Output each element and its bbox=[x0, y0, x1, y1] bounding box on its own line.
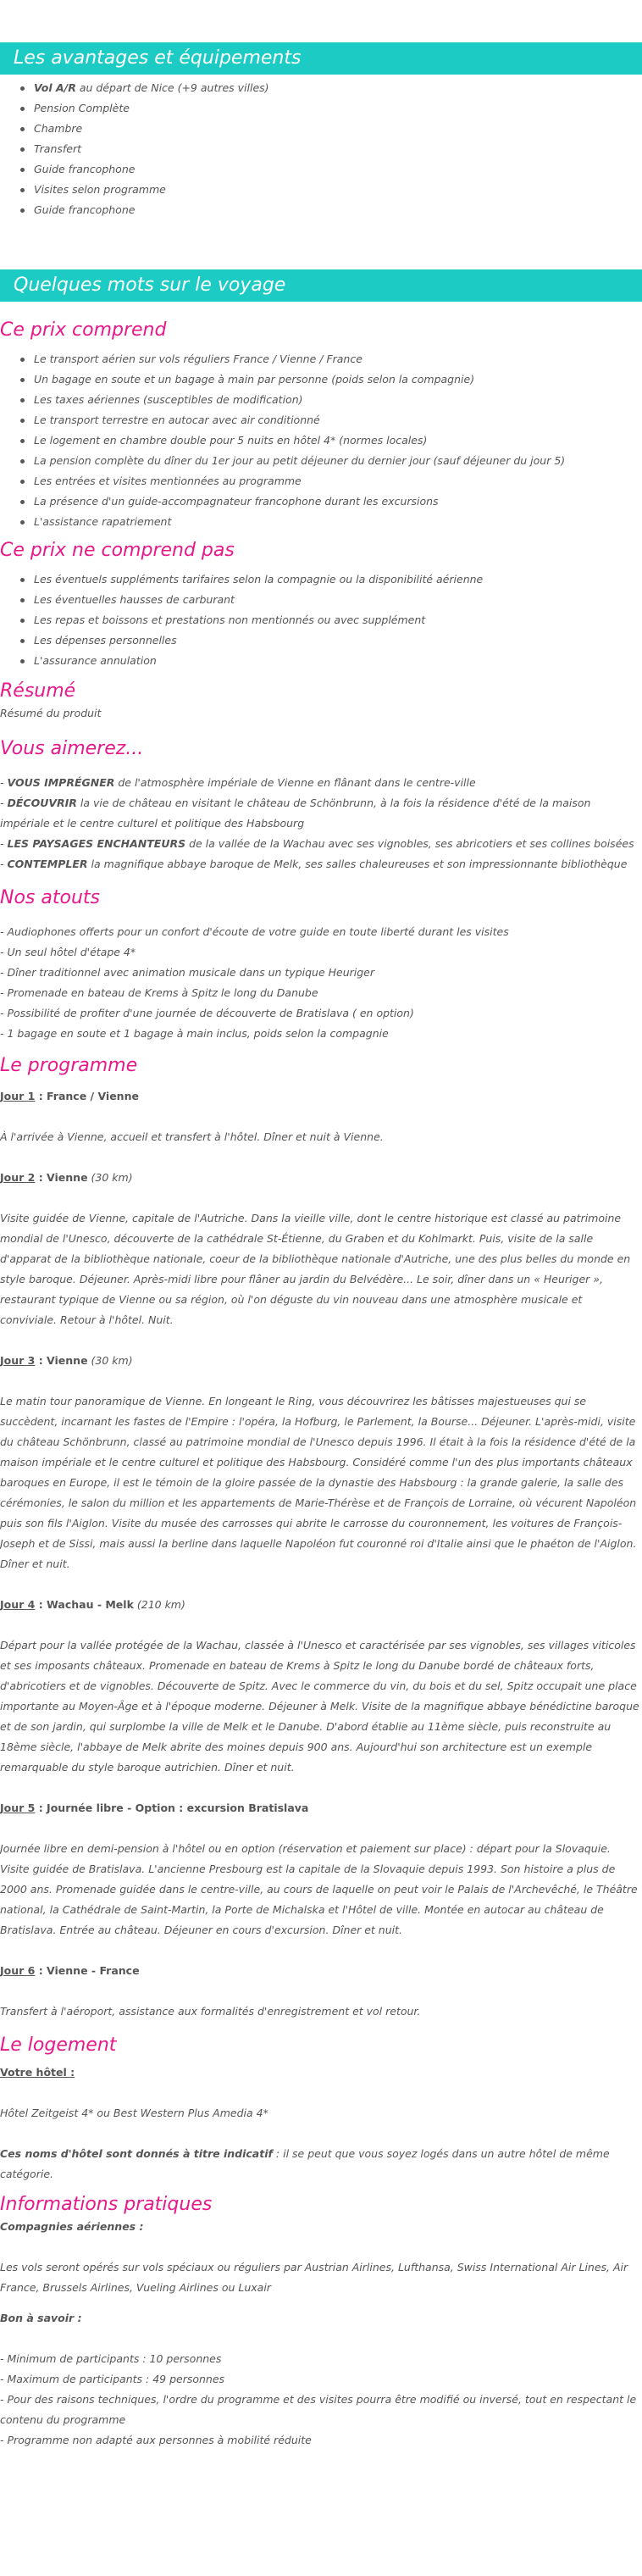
list-item: Chambre bbox=[34, 119, 642, 139]
list-item: Le logement en chambre double pour 5 nuits en hôtel 4* (normes locales) bbox=[34, 430, 642, 451]
list-item: Les éventuelles hausses de carburant bbox=[34, 590, 642, 610]
day-label: Jour 3 bbox=[0, 1354, 36, 1367]
list-item bbox=[0, 793, 642, 834]
list-item: Les éventuels suppléments tarifaires selon la compagnie ou la disponibilité aérienne bbox=[34, 569, 642, 590]
list-item: - 1 bagage en soute et 1 bagage à main inclus, poids selon la compagnie bbox=[0, 1027, 389, 1040]
list-item bbox=[34, 78, 642, 98]
day-heading bbox=[0, 1086, 642, 1107]
list-item: - Promenade en bateau de Krems à Spitz le long du Danube bbox=[0, 986, 318, 999]
voyage-banner: Quelques mots sur le voyage bbox=[0, 269, 642, 302]
day-title: : France / Vienne bbox=[35, 1090, 139, 1102]
page bbox=[0, 42, 642, 2451]
day-distance: (210 km) bbox=[133, 1598, 185, 1611]
line-text: la magnifique abbaye baroque de Melk, ses salles chaleureuses et son impressionnante bibliothèque bbox=[87, 858, 628, 870]
list-item: - Pour des raisons techniques, l'ordre du programme et des visites pourra être modifié ou inversé, tout en respectant le contenu du programme bbox=[0, 2393, 637, 2426]
hotel-label: Votre hôtel : bbox=[0, 2066, 75, 2079]
day-distance: (30 km) bbox=[87, 1354, 133, 1367]
list-item: La présence d'un guide-accompagnateur francophone durant les excursions bbox=[34, 491, 642, 512]
list-item: - Maximum de participants : 49 personnes bbox=[0, 2373, 225, 2385]
comprend-list bbox=[0, 349, 642, 532]
atouts-heading: Nos atouts bbox=[0, 887, 100, 908]
day-text: Visite guidée de Vienne, capitale de l'Autriche. Dans la vieille ville, dont le centre historique est classé au patrimoine mondial de l'Unesco, découverte de la cathédrale St-Étienne, du Graben et du Kohlmarkt. Puis, visite de la salle d'apparat de la bibliothèque nationale, coeur de la bibliothèque nationale d'Autriche, une des plus belles du monde en style baroque. Déjeuner. Après-midi libre pour flâner au jardin du Belvédère... Le soir, dîner dans un « Heuriger », restaurant typique de Vienne ou sa région, où l'on déguste du vin nouveau dans une atmosphère musicale et conviviale. Retour à l'hôtel. Nuit. bbox=[0, 1212, 631, 1326]
line-bold: CONTEMPLER bbox=[7, 858, 88, 870]
airlines-text: Les vols seront opérés sur vols spéciaux ou réguliers par Austrian Airlines, Lufthansa, Swiss International Air Lines, Air France, Brussels Airlines, Vueling Airlines ou Luxair bbox=[0, 2261, 628, 2294]
list-item: Pension Complète bbox=[34, 98, 642, 119]
list-item: - Dîner traditionnel avec animation musicale dans un typique Heuriger bbox=[0, 966, 375, 979]
line-prefix: - bbox=[0, 797, 8, 809]
day-heading bbox=[0, 1595, 642, 1615]
infos-heading: Informations pratiques bbox=[0, 2194, 213, 2215]
line-bold: LES PAYSAGES ENCHANTEURS bbox=[7, 837, 186, 850]
hotel-note-bold: Ces noms d'hôtel sont donnés à titre indicatif bbox=[0, 2147, 273, 2160]
logement-heading: Le logement bbox=[0, 2035, 117, 2056]
list-item: Le transport terrestre en autocar avec air conditionné bbox=[34, 410, 642, 430]
day-text: À l'arrivée à Vienne, accueil et transfert à l'hôtel. Dîner et nuit à Vienne. bbox=[0, 1130, 384, 1143]
aimerez-list bbox=[0, 773, 642, 874]
list-item: Transfert bbox=[34, 139, 642, 159]
list-item: Les dépenses personnelles bbox=[34, 630, 642, 651]
day-title: : Vienne - France bbox=[35, 1964, 140, 1977]
equipements-banner: Les avantages et équipements bbox=[0, 42, 642, 75]
list-item: Visites selon programme bbox=[34, 180, 642, 200]
vol-label: Vol A/R bbox=[34, 81, 76, 94]
list-item: Guide francophone bbox=[34, 159, 642, 180]
line-text: de la vallée de la Wachau avec ses vignobles, ses abricotiers et ses collines boisées bbox=[185, 837, 634, 850]
list-item: Le transport aérien sur vols réguliers France / Vienne / France bbox=[34, 349, 642, 369]
atouts-list bbox=[0, 922, 642, 1044]
day-heading bbox=[0, 1351, 642, 1371]
list-item: - Audiophones offerts pour un confort d'écoute de votre guide en toute liberté durant les visites bbox=[0, 925, 509, 938]
line-prefix: - bbox=[0, 837, 8, 850]
line-text: de l'atmosphère impériale de Vienne en flânant dans le centre-ville bbox=[114, 776, 476, 789]
day-title: : Wachau - Melk bbox=[35, 1598, 134, 1611]
day-label: Jour 2 bbox=[0, 1171, 36, 1184]
vol-text: au départ de Nice (+9 autres villes) bbox=[75, 81, 269, 94]
hotel-text: Hôtel Zeitgeist 4* ou Best Western Plus Amedia 4* bbox=[0, 2107, 268, 2119]
list-item: Les repas et boissons et prestations non mentionnés ou avec supplément bbox=[34, 610, 642, 630]
day-heading bbox=[0, 1798, 642, 1818]
list-item bbox=[0, 854, 642, 874]
list-item: - Minimum de participants : 10 personnes bbox=[0, 2352, 222, 2365]
savoir-label: Bon à savoir : bbox=[0, 2312, 82, 2324]
programme-days bbox=[0, 1086, 642, 2022]
list-item: La pension complète du dîner du 1er jour au petit déjeuner du dernier jour (sauf déjeuner du jour 5) bbox=[34, 451, 642, 471]
line-prefix: - bbox=[0, 858, 8, 870]
list-item: Les taxes aériennes (susceptibles de modification) bbox=[34, 390, 642, 410]
day-heading bbox=[0, 1961, 642, 1981]
list-item: Guide francophone bbox=[34, 200, 642, 220]
day-title: : Journée libre - Option : excursion Bratislava bbox=[35, 1802, 309, 1814]
list-item: - Possibilité de profiter d'une journée de découverte de Bratislava ( en option) bbox=[0, 1007, 414, 1019]
hotel-note-text: : il se peut que vous soyez logés dans un autre hôtel de même catégorie. bbox=[0, 2147, 610, 2180]
savoir-list bbox=[0, 2349, 642, 2451]
day-label: Jour 1 bbox=[0, 1090, 36, 1102]
list-item: L'assurance annulation bbox=[34, 651, 642, 671]
day-title: : Vienne bbox=[35, 1354, 88, 1367]
day-text: Le matin tour panoramique de Vienne. En longeant le Ring, vous découvrirez les bâtisses majestueuses qui se succèdent, incarnant les fastes de l'Empire : l'opéra, la Hofburg, le Parlement, la Bourse... Déjeuner. L'après-midi, visite du château Schönbrunn, classé au patrimoine mondial de l'Unesco depuis 1996. Il était à la fois la résidence d'été de la maison impériale et le centre culturel et politique des Habsbourg. Considéré comme l'un des plus importants châteaux baroques en Europe, il est le témoin de la gloire passée de la dynastie des Habsbourg : la grande galerie, la salle des cérémonies, le salon du million et les appartements de Marie-Thérèse et de François de Lorraine, où vécurent Napoléon puis son fils l'Aiglon. Visite du musée des carrosses qui abrite le carrosse du couronnement, les voitures de François-Joseph et de Sissi, mais aussi la berline dans laquelle Napoléon fut couronné roi d'Italie ainsi que le phaéton de l'Aiglon. Dîner et nuit. bbox=[0, 1395, 637, 1570]
list-item: - Programme non adapté aux personnes à mobilité réduite bbox=[0, 2434, 312, 2446]
day-label: Jour 4 bbox=[0, 1598, 36, 1611]
line-bold: VOUS IMPRÉGNER bbox=[7, 776, 115, 789]
comprend-heading: Ce prix comprend bbox=[0, 319, 167, 341]
day-title: : Vienne bbox=[35, 1171, 88, 1184]
list-item bbox=[0, 773, 642, 793]
day-label: Jour 6 bbox=[0, 1964, 36, 1977]
line-text: la vie de château en visitant le château de Schönbrunn, à la fois la résidence d'été de la maison impériale et le centre culturel et politique des Habsbourg bbox=[0, 797, 591, 830]
day-heading bbox=[0, 1168, 642, 1188]
line-bold: DÉCOUVRIR bbox=[7, 797, 77, 809]
hotel-note bbox=[0, 2144, 642, 2185]
equipements-list bbox=[0, 78, 642, 220]
day-label: Jour 5 bbox=[0, 1802, 36, 1814]
line-prefix: - bbox=[0, 776, 8, 789]
day-text: Journée libre en demi-pension à l'hôtel ou en option (réservation et paiement sur place) : départ pour la Slovaquie. Visite guidée de Bratislava. L'ancienne Presbourg est la capitale de la Slovaquie depuis 1993. Son histoire a plus de 2000 ans. Promenade guidée dans le centre-ville, au cours de laquelle on peut voir le Palais de l'Archevêché, le Théâtre national, la Cathédrale de Saint-Martin, la Porte de Michalska et l'Hôtel de ville. Montée en autocar au château de Bratislava. Entrée au château. Déjeuner en cours d'excursion. Dîner et nuit. bbox=[0, 1842, 638, 1936]
programme-heading: Le programme bbox=[0, 1055, 138, 1076]
day-distance: (30 km) bbox=[87, 1171, 133, 1184]
resume-heading: Résumé bbox=[0, 680, 76, 702]
ne-comprend-heading: Ce prix ne comprend pas bbox=[0, 540, 235, 561]
list-item: Un bagage en soute et un bagage à main par personne (poids selon la compagnie) bbox=[34, 369, 642, 390]
list-item: Les entrées et visites mentionnées au programme bbox=[34, 471, 642, 491]
list-item: L'assistance rapatriement bbox=[34, 512, 642, 532]
list-item: - Un seul hôtel d'étape 4* bbox=[0, 946, 136, 958]
list-item bbox=[0, 834, 642, 854]
airlines-label: Compagnies aériennes : bbox=[0, 2220, 144, 2233]
day-text: Transfert à l'aéroport, assistance aux formalités d'enregistrement et vol retour. bbox=[0, 2005, 421, 2018]
ne-comprend-list bbox=[0, 569, 642, 671]
day-text: Départ pour la vallée protégée de la Wachau, classée à l'Unesco et caractérisée par ses vignobles, ses villages viticoles et ses imposants châteaux. Promenade en bateau de Krems à Spitz le long du Danube bordé de châteaux forts, d'abricotiers et de vignobles. Découverte de Spitz. Avec le commerce du vin, du bois et du sel, Spitz occupait une place importante au Moyen-Âge et à l'époque moderne. Déjeuner à Melk. Visite de la magnifique abbaye bénédictine baroque et de son jardin, qui surplombe la ville de Melk et le Danube. D'abord établie au 11ème siècle, puis reconstruite au 18ème siècle, l'abbaye de Melk abrite des moines depuis 900 ans. Aujourd'hui son architecture est un exemple remarquable du style baroque autrichien. Dîner et nuit. bbox=[0, 1639, 639, 1774]
aimerez-heading: Vous aimerez... bbox=[0, 738, 144, 759]
resume-text: Résumé du produit bbox=[0, 707, 102, 719]
